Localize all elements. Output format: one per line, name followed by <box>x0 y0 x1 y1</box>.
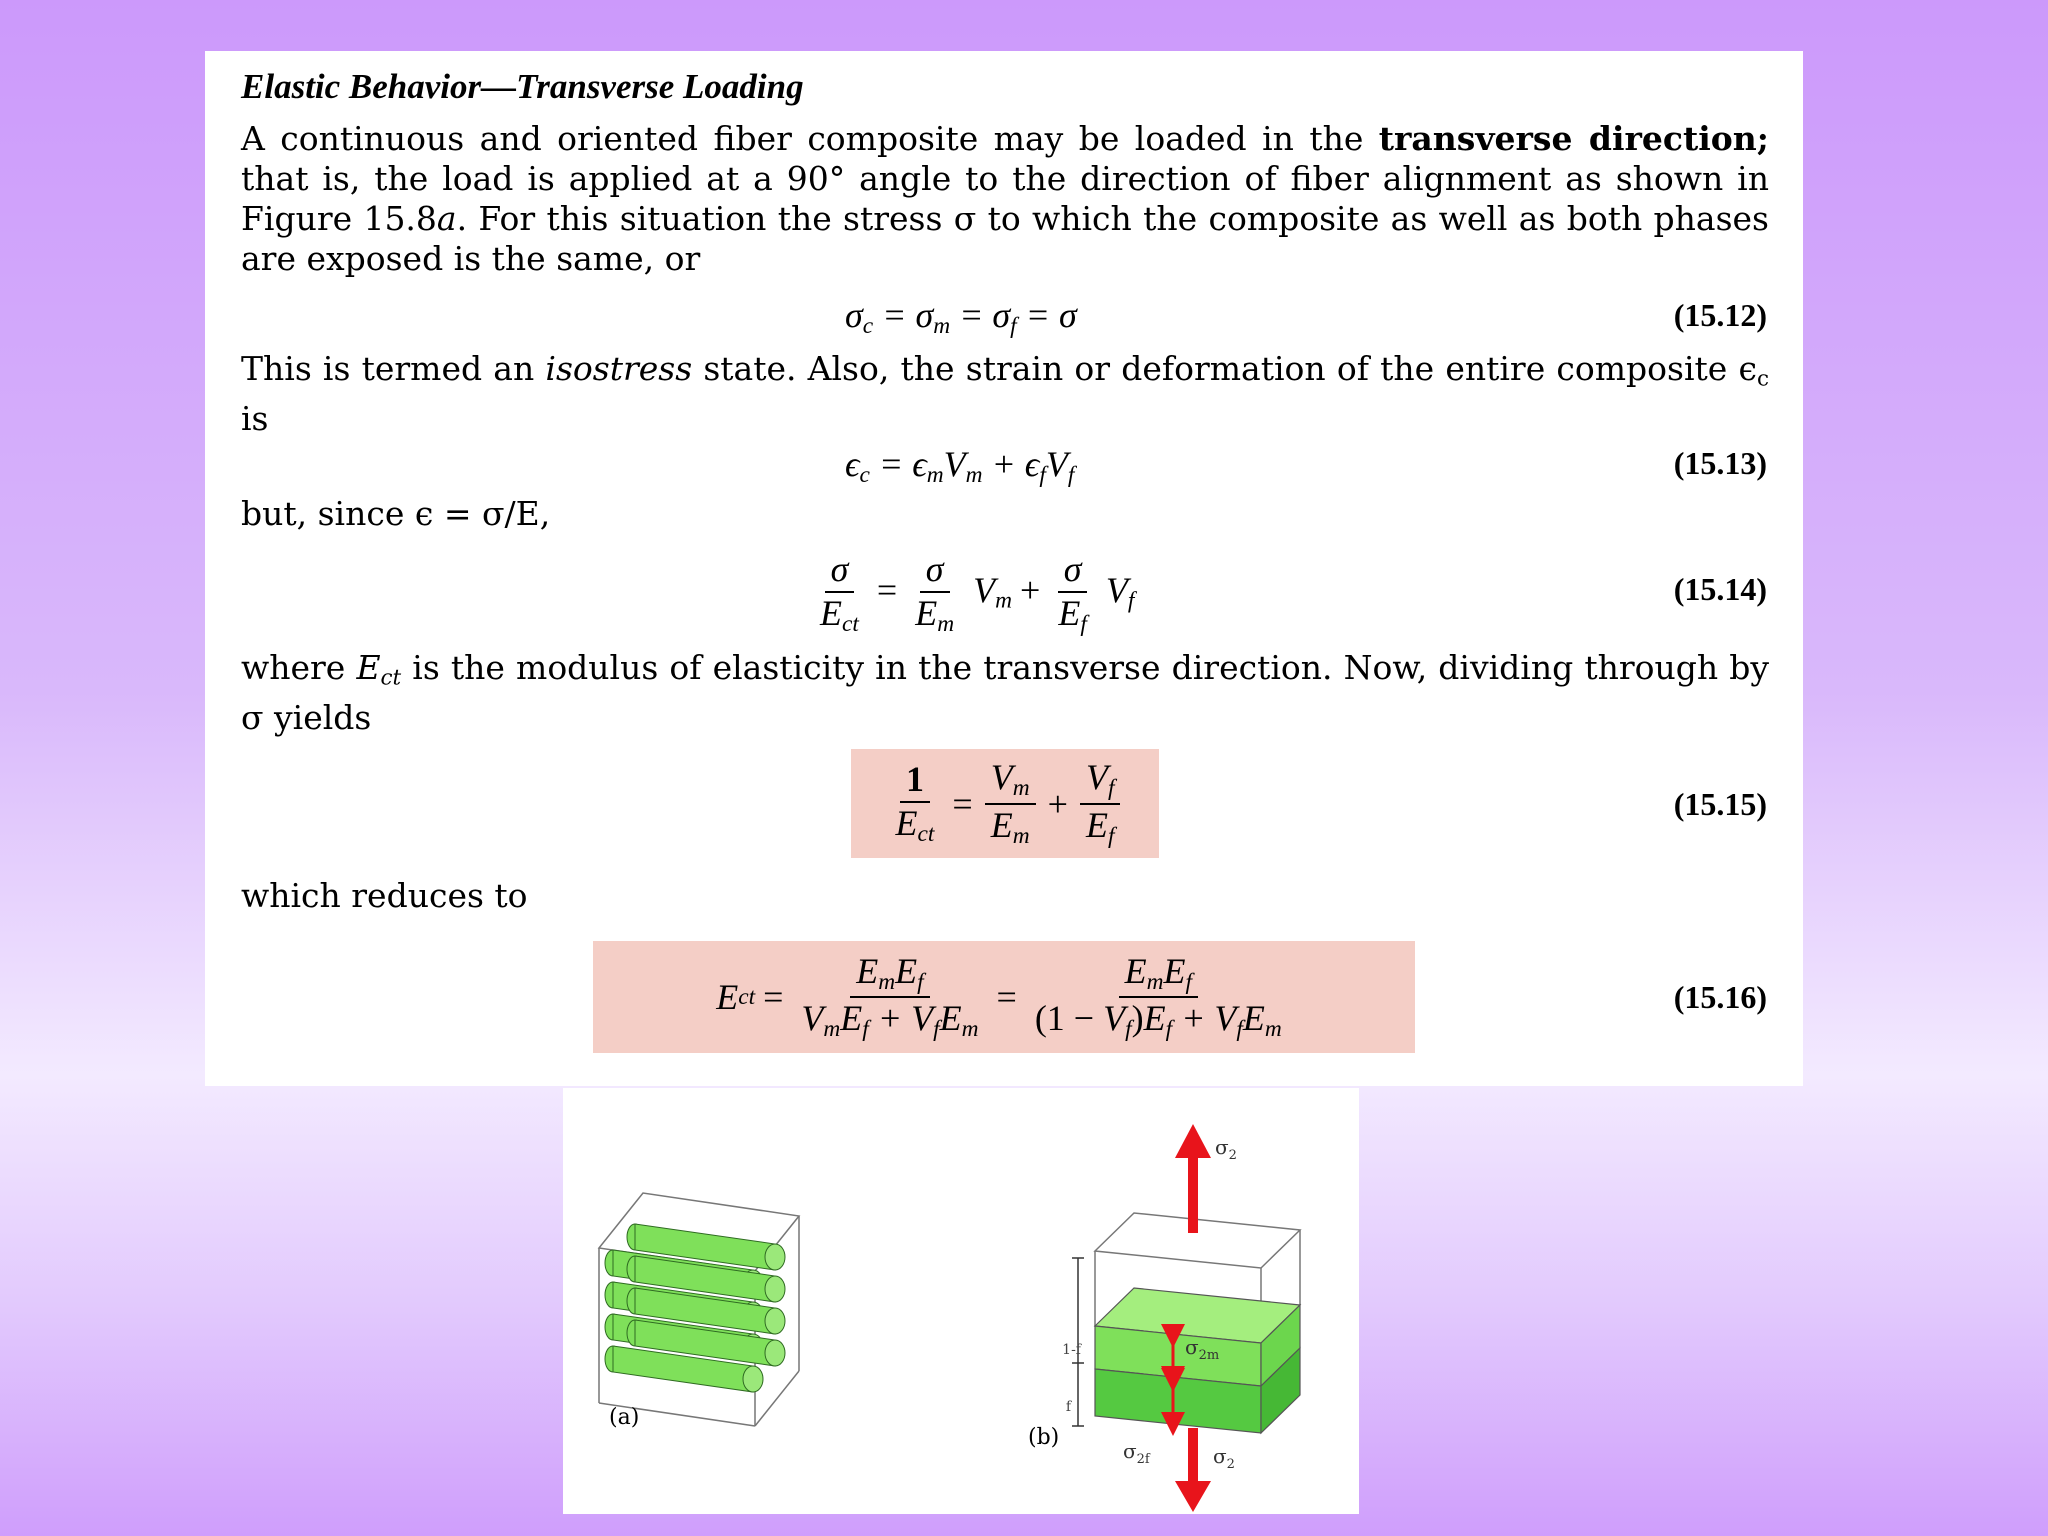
dimension-label-top: 1-f <box>1062 1342 1081 1358</box>
emphasis-transverse: transverse direction; <box>1378 119 1769 158</box>
figure-a-fiber-bundle <box>599 1193 799 1426</box>
paragraph-1: A continuous and oriented fiber composite may be loaded in the transverse direction; that is, the load is applied at a 90° angle to the direction of fiber alignment as shown in Figure 15.8a. For this situation the stress σ to which the composite as well as both phases are exposed is the same, or <box>241 119 1769 278</box>
equation-15-14: $\frac{\sigma}{E_{ct}}$ = $\frac{\sigma}{E_m}$ $V_m$ + $\frac{\sigma}{E_f}$ $V_f$ <box>820 549 1135 637</box>
figure-a-label: (a) <box>609 1405 640 1430</box>
equation-number: (15.12) <box>1673 297 1767 333</box>
sigma-2f-label: $\sigma_{2f}$ <box>1123 1439 1150 1467</box>
figure-panel <box>563 1088 1359 1514</box>
equation-15-13: $\epsilon_c = \epsilon_mV_m + \epsilon_fV_f$ <box>845 444 1075 488</box>
text-panel <box>205 51 1803 1086</box>
sigma-2-bottom-label: $\sigma_2$ <box>1213 1444 1235 1472</box>
equation-number: (15.14) <box>1673 571 1767 607</box>
equation-number: (15.13) <box>1673 445 1767 481</box>
figure-illustration <box>563 1088 1359 1514</box>
dimension-label-bottom: f <box>1065 1399 1071 1415</box>
figure-b-label: (b) <box>1028 1425 1060 1450</box>
figure-b-layered-block <box>1072 1124 1300 1512</box>
equation-15-15-highlight: $\frac{1}{E_{ct}}$ = $\frac{V_m}{E_m}$ + $\frac{V_f}{E_f}$ <box>851 749 1159 858</box>
sigma-2-top-label: $\sigma_2$ <box>1215 1135 1237 1163</box>
section-heading: Elastic Behavior—Transverse Loading <box>241 67 804 106</box>
equation-15-16-highlight: E ct = $\frac{E_mE_f}{V_mE_f + V_fE_m}$ = $\frac{E_mE_f}{(1 - V_f)E_f + V_fE_m}$ <box>593 941 1415 1053</box>
paragraph-3: but, since ϵ = σ/E, <box>241 494 551 533</box>
paragraph-4: where $E_{ct}$ is the modulus of elasticity in the transverse direction. Now, dividing through by σ yields <box>241 648 1769 738</box>
paragraph-2: This is termed an isostress state. Also, the strain or deformation of the entire composite $\epsilon_c$ is <box>241 349 1769 439</box>
equation-number: (15.16) <box>1673 979 1767 1015</box>
equation-number: (15.15) <box>1673 786 1767 822</box>
equation-15-12: $\sigma_c = \sigma_m = \sigma_f = \sigma$ <box>845 295 1077 339</box>
sigma-2m-label: $\sigma_{2m}$ <box>1185 1335 1220 1363</box>
paragraph-5: which reduces to <box>241 876 528 915</box>
